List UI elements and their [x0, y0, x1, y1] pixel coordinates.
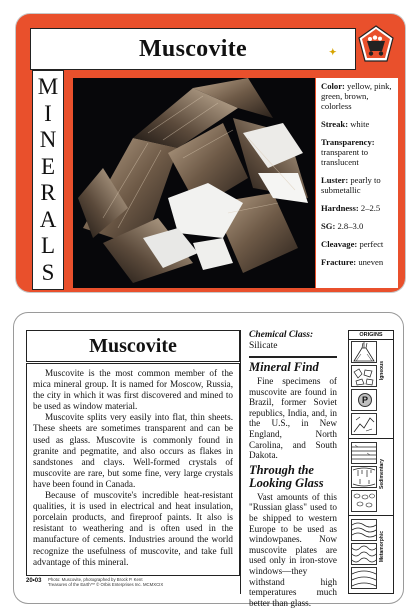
front-card	[16, 14, 405, 292]
front-title: Muscovite	[138, 35, 247, 62]
property-sg: SG: 2.8–3.0	[321, 221, 364, 231]
side-letter: E	[40, 153, 56, 179]
side-letter: M	[37, 74, 59, 99]
pegmatite-mark: P	[358, 393, 372, 407]
info-column	[240, 330, 343, 608]
mineral-find-heading: Mineral Find	[249, 360, 319, 374]
description-paragraph: Muscovite is the most common member of the mica mineral group. It is named for Moscow, Russia, the city in which it was first discovered and mined to be used as window material.	[33, 368, 233, 412]
origins-divider	[349, 515, 393, 516]
volcano-icon	[351, 341, 377, 363]
intrusion-icon	[351, 413, 377, 435]
front-title-bar	[30, 28, 356, 70]
side-letter: L	[40, 233, 56, 259]
property-color: Color: yellow, pink, green, brown, colorless	[321, 81, 392, 111]
sedimentary-label: Sedimentary	[379, 459, 385, 490]
mineral-photo	[73, 78, 315, 288]
property-fracture: Fracture: uneven	[321, 257, 384, 267]
properties-panel	[316, 78, 398, 288]
mineral-find-text: Fine specimens of muscovite are found in Brazil, former Soviet republics, India, and, in the U.S., in New England, North Carolina, and South Dakota.	[249, 376, 337, 461]
back-title: Muscovite	[26, 330, 240, 362]
mine-cart-icon	[356, 24, 396, 64]
photo-credit: Photo: Muscovite, photographed by Brock P. Kent Treasures of the Earth™ © Orbis Enterprises Inc. MCMXCIX	[48, 577, 164, 588]
igneous-label: Igneous	[379, 361, 385, 381]
side-letter: R	[40, 180, 56, 206]
wavy-schist-icon	[351, 543, 377, 565]
property-hardness: Hardness: 2–2.5	[321, 203, 381, 213]
layered-strata-icon	[351, 442, 377, 464]
side-letter: A	[39, 206, 57, 232]
property-cleavage: Cleavage: perfect	[321, 239, 384, 249]
chemical-class-label: Chemical Class:	[249, 330, 314, 340]
folded-rock-icon	[351, 519, 377, 541]
description-panel	[26, 363, 240, 576]
banded-gneiss-icon	[351, 567, 377, 589]
rock-texture-icon	[351, 365, 377, 387]
description-paragraph: Muscovite splits very easily into flat, thin sheets. These sheets are sometimes transparent and can be used as glass. Muscovite is commonly found in granite and pegmatite, and also occurs as flakes in sandstones and clays. Well-formed crystals of muscovite are rare, but some fine, very large crystals have been found in Canada.	[33, 412, 233, 489]
divider	[249, 356, 337, 358]
cave-deposit-icon	[351, 466, 377, 488]
property-transparency: Transparency: transparent to translucent	[321, 137, 375, 167]
selected-origin-marker	[351, 389, 377, 411]
origins-title: ORIGINS	[349, 331, 393, 340]
sparkle-icon: ✦	[329, 47, 337, 57]
minerals-side-label	[32, 70, 64, 290]
looking-glass-text: Vast amounts of this "Russian glass" used to be shipped to western Europe to be used as windowpanes. Now muscovite plates are used only in iron-stove windows—they withstand high temperatures much better than glass.	[249, 491, 337, 608]
side-letter: I	[44, 100, 52, 126]
back-card	[14, 313, 403, 608]
description-paragraph: Because of muscovite's incredible heat-resistant qualities, it is used in electrical and heat insulation, porcelain products, and fireproof paints. It also is resistant to weathering and is often used in the manufacture of cements. Industries around the world recognize the usefulness of muscovite, and take full advantage of this mineral.	[33, 490, 233, 567]
side-letter: S	[41, 259, 55, 285]
chemical-class-value: Silicate	[249, 341, 278, 351]
origins-panel	[348, 330, 394, 594]
side-letter: N	[39, 127, 57, 153]
pebble-bed-icon	[351, 490, 377, 512]
metamorphic-label: Metamorphic	[379, 531, 385, 563]
card-code: 20•03	[26, 578, 42, 584]
property-luster: Luster: pearly to submetallic	[321, 175, 381, 195]
origins-divider	[349, 438, 393, 439]
property-streak: Streak: white	[321, 119, 370, 129]
looking-glass-heading: Through the Looking Glass	[249, 462, 324, 490]
